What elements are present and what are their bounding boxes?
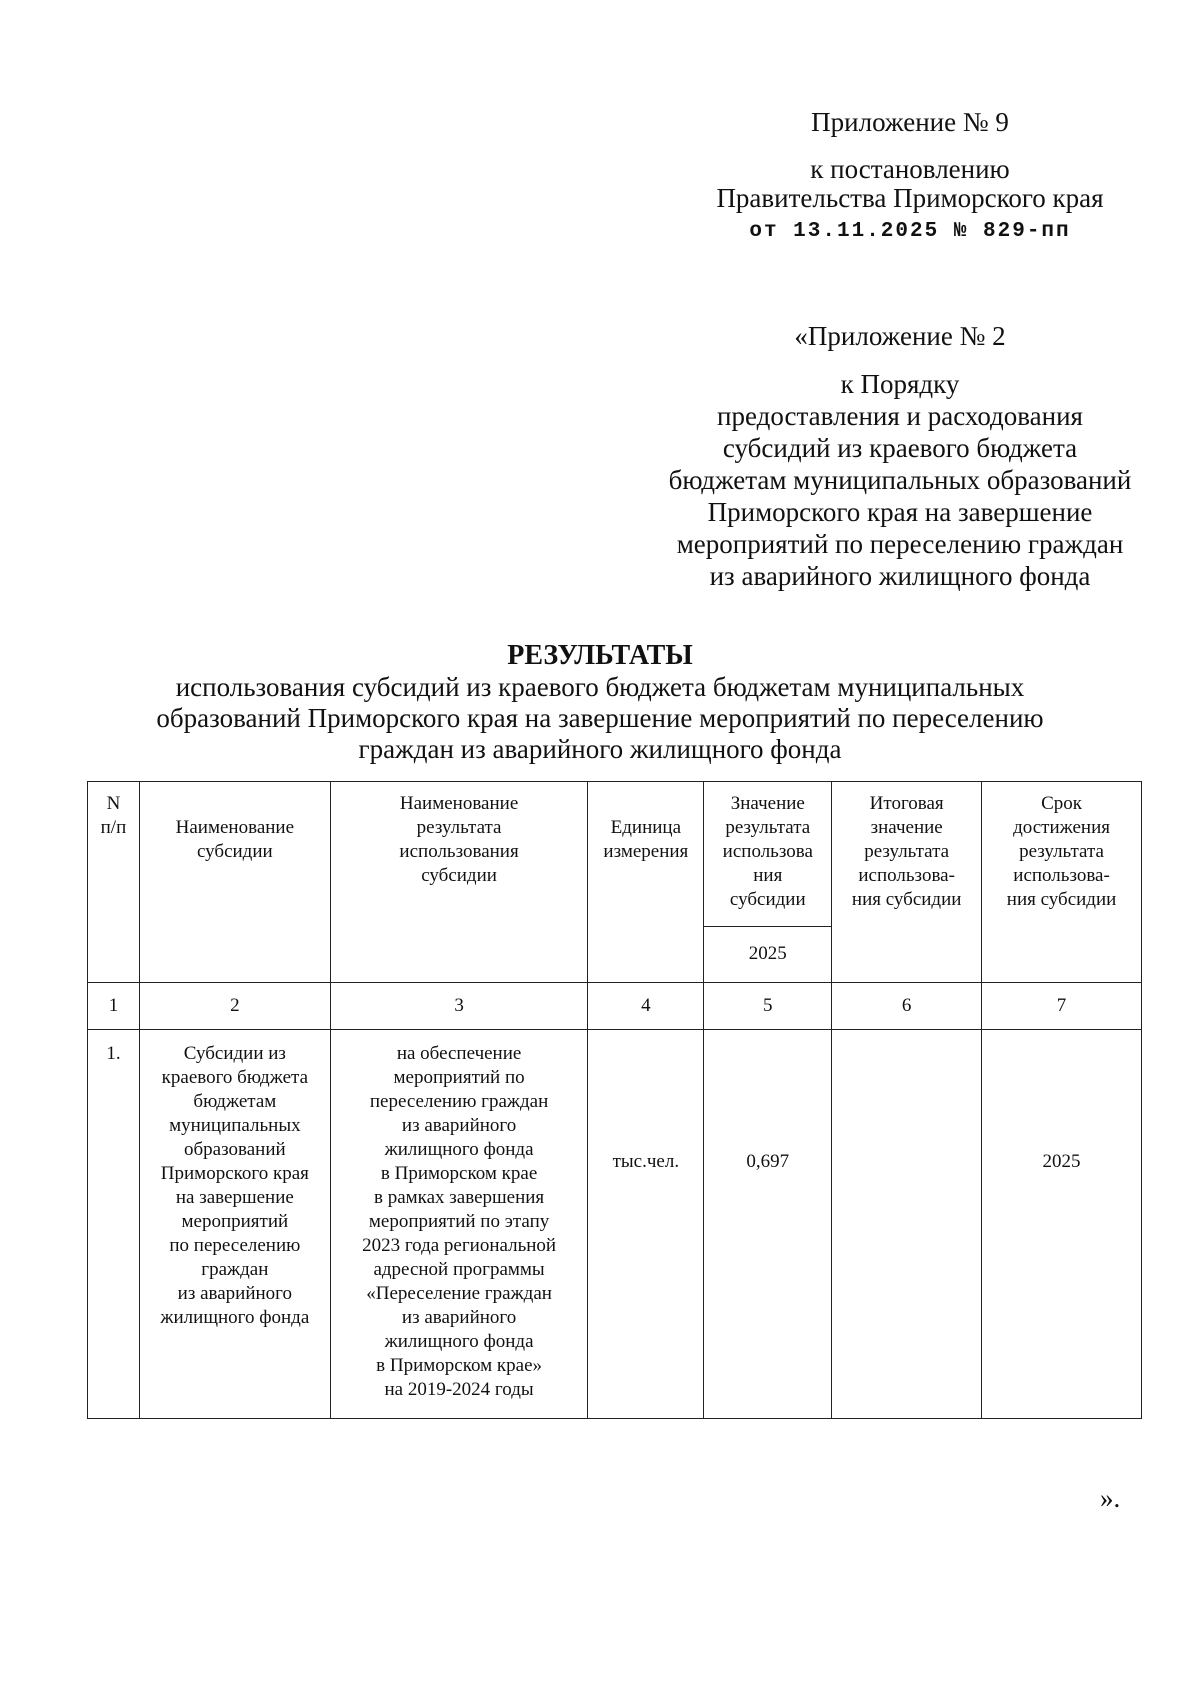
column-number: 6 [832,983,982,1030]
closing-quote: ». [1100,1483,1121,1513]
results-table [87,781,1142,1419]
appendix-2-block [630,320,1170,592]
row-number: 1. [88,1030,140,1419]
heading-line: граждан из аварийного жилищного фонда [358,734,842,764]
header-row [88,782,1142,927]
header-cell-subsidy-name: Наименование субсидии [139,782,330,983]
column-number: 3 [330,983,588,1030]
appendix-9-line-2: Правительства Приморского края [716,183,1104,213]
column-number: 2 [139,983,330,1030]
heading-title: РЕЗУЛЬТАТЫ [507,640,693,671]
header-cell-year: 2025 [704,926,832,982]
appendix-2-line: предоставления и расходования [717,401,1083,431]
appendix-2-line: мероприятий по переселению граждан [676,529,1124,559]
header-cell-final-value: Итоговая значение результата использова- ния субсидии [832,782,982,983]
column-number: 1 [88,983,140,1030]
appendix-2-line: Приморского края на завершение [707,497,1093,527]
column-number: 7 [982,983,1142,1030]
appendix-9-block [680,108,1140,246]
header-cell-num: N п/п [88,782,140,983]
table-row [88,1030,1142,1419]
row-value: 0,697 [704,1030,832,1419]
appendix-2-line: бюджетам муниципальных образований [668,465,1132,495]
header-cell-value: Значение результата использова ния субсидии [704,782,832,927]
column-number: 5 [704,983,832,1030]
heading-line: образований Приморского края на завершение мероприятий по переселению [156,703,1044,733]
document-heading [120,640,1080,765]
heading-line: использования субсидий из краевого бюджета бюджетам муниципальных [175,672,1025,702]
decree-date-number: от 13.11.2025 № 829-пп [749,220,1071,243]
appendix-2-title: «Приложение № 2 [794,321,1006,351]
row-unit: тыс.чел. [588,1030,704,1419]
column-number: 4 [588,983,704,1030]
appendix-9-title: Приложение № 9 [811,107,1009,137]
header-cell-unit: Единица измерения [588,782,704,983]
header-cell-result-name: Наименование результата использования субсидии [330,782,588,983]
row-deadline: 2025 [982,1030,1142,1419]
row-final-value [832,1030,982,1419]
row-subsidy-name: Субсидии из краевого бюджета бюджетам муниципальных образований Приморского края на завершение мероприятий по переселению граждан из аварийного жилищного фонда [139,1030,330,1419]
appendix-2-line: к Порядку [840,369,960,399]
row-result-name: на обеспечение мероприятий по переселению граждан из аварийного жилищного фонда в Приморском крае в рамках завершения мероприятий по этапу 2023 года региональной адресной программы «Переселение граждан из аварийного жилищного фонда в Приморском крае» на 2019-2024 годы [330,1030,588,1419]
appendix-2-line: из аварийного жилищного фонда [709,561,1091,591]
appendix-9-line-1: к постановлению [810,154,1010,184]
header-cell-deadline: Срок достижения результата использова- ния субсидии [982,782,1142,983]
appendix-2-line: субсидий из краевого бюджета [722,433,1078,463]
column-number-row [88,983,1142,1030]
